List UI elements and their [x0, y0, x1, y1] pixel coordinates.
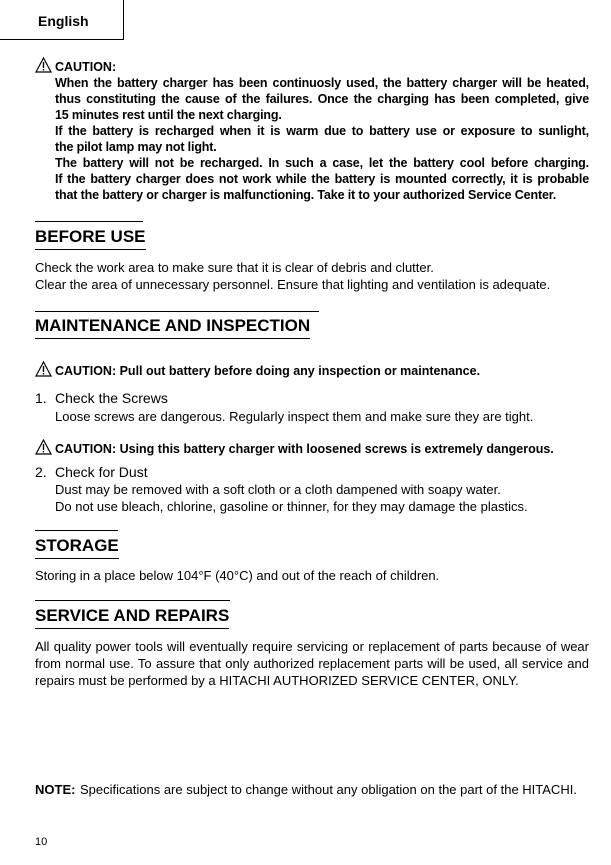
caution-line: The battery will not be recharged. In such a case, let the battery cool before charging.: [55, 156, 589, 170]
screws-caution: [35, 439, 554, 456]
caution-line: If the battery charger does not work while the battery is mounted correctly, it is probable: [55, 172, 589, 186]
caution-label: CAUTION:: [55, 364, 117, 378]
note-label: NOTE:: [35, 782, 76, 797]
item-body-line: Loose screws are dangerous. Regularly inspect them and make sure they are tight.: [55, 409, 534, 424]
caution-label: CAUTION:: [55, 442, 117, 456]
item-body-line: Dust may be removed with a soft cloth or a cloth dampened with soapy water.: [55, 482, 501, 497]
before-use-heading: BEFORE USE: [35, 227, 146, 250]
before-use-text: [35, 259, 589, 293]
maintenance-heading: MAINTENANCE AND INSPECTION: [35, 316, 310, 339]
language-tab: [0, 0, 124, 40]
caution-body: [55, 75, 589, 203]
warning-triangle-icon: [35, 439, 52, 455]
item-body: [55, 408, 589, 425]
caution-text: Using this battery charger with loosened screws is extremely dangerous.: [119, 442, 554, 456]
service-paragraph: All quality power tools will eventually require servicing or replacement of parts because of wear from normal use. To assure that only authorized replacement parts will be used, all service and repairs must be performed by a HITACHI AUTHORIZED SERVICE CENTER, ONLY.: [35, 639, 589, 688]
storage-heading: STORAGE: [35, 536, 119, 559]
caution-label: CAUTION:: [55, 60, 117, 74]
page-number: 10: [35, 836, 48, 848]
service-text: [35, 638, 589, 689]
caution-line: 15 minutes rest until the next charging.: [55, 108, 282, 122]
heading-rule: [35, 600, 230, 601]
heading-rule: [35, 311, 319, 312]
item-number: 1.: [35, 390, 47, 406]
caution-line: that the battery or charger is malfunctioning. Take it to your authorized Service Center.: [55, 188, 557, 202]
before-use-line: Clear the area of unnecessary personnel. Ensure that lighting and ventilation is adequate.: [35, 277, 551, 292]
item-title: Check the Screws: [55, 390, 168, 406]
warning-triangle-icon: [35, 361, 52, 377]
item-body: [55, 481, 589, 515]
service-heading: SERVICE AND REPAIRS: [35, 606, 229, 629]
caution-heading: [35, 57, 116, 74]
caution-line: thus constituting the cause of the failures. Once the charging has been completed, give: [55, 92, 589, 106]
language-tab-label: English: [38, 13, 89, 29]
caution-line: the pilot lamp may not light.: [55, 140, 217, 154]
item-body-line: Do not use bleach, chlorine, gasoline or thinner, for they may damage the plastics.: [55, 499, 528, 514]
before-use-line: Check the work area to make sure that it is clear of debris and clutter.: [35, 260, 434, 275]
warning-triangle-icon: [35, 57, 52, 73]
heading-rule: [35, 221, 143, 222]
storage-text: [35, 567, 589, 584]
item-number: 2.: [35, 464, 47, 480]
item-title: Check for Dust: [55, 464, 148, 480]
caution-line: If the battery is recharged when it is warm due to battery use or exposure to sunlight,: [55, 124, 589, 138]
caution-text: Pull out battery before doing any inspection or maintenance.: [119, 364, 481, 378]
storage-line: Storing in a place below 104°F (40°C) and out of the reach of children.: [35, 568, 440, 583]
note-text: Specifications are subject to change without any obligation on the part of the HITACHI.: [80, 782, 577, 797]
caution-line: When the battery charger has been continuosly used, the battery charger will be heated,: [55, 76, 589, 90]
maintenance-caution: [35, 361, 480, 378]
heading-rule: [35, 530, 118, 531]
